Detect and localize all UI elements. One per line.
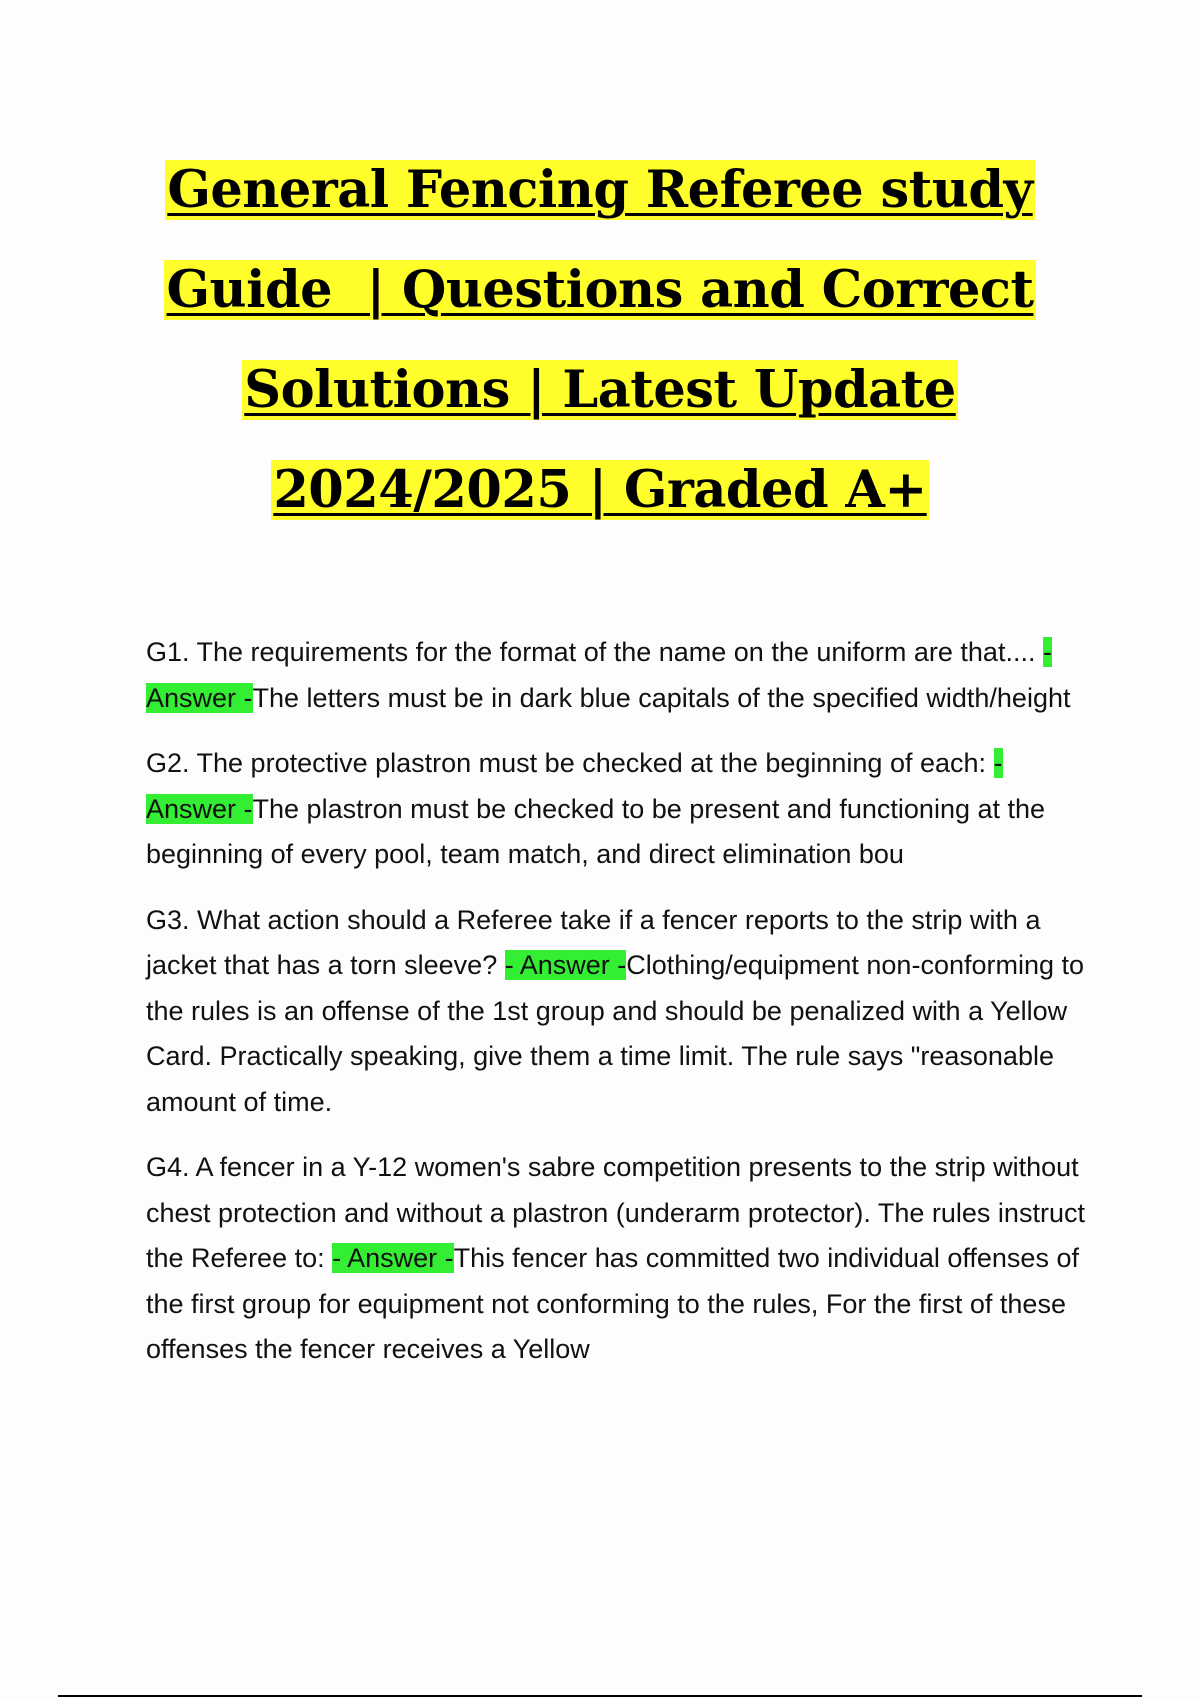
document-title <box>0 140 1200 540</box>
answer-text: The plastron must be checked to be present and functioning at the beginning of every pool, team match, and direct elimination bou <box>146 793 1046 869</box>
qa-item-g4 <box>146 1145 1086 1373</box>
question-text: G4. A fencer in a Y-12 women's sabre competition presents to the strip without chest protection and without a plastron (underarm protector). The rules instruct the Referee to: <box>146 1152 1085 1273</box>
title-line <box>0 340 1200 440</box>
title-line <box>0 240 1200 340</box>
question-text: G1. The requirements for the format of the name on the uniform are that.... <box>146 637 1043 667</box>
answer-marker: - Answer - <box>504 950 627 980</box>
qa-list <box>146 630 1086 1393</box>
title-line <box>0 140 1200 240</box>
qa-item-g3 <box>146 898 1086 1126</box>
qa-item-g2 <box>146 741 1086 878</box>
title-line-text: Solutions | Latest Update <box>244 360 956 420</box>
answer-text: This fencer has committed two individual offenses of the first group for equipment not conforming to the rules, For the first of these offenses the fencer receives a Yellow <box>146 1243 1079 1364</box>
answer-marker: - Answer - <box>332 1243 454 1273</box>
answer-marker: - Answer - <box>146 637 1052 713</box>
bottom-divider <box>58 1695 1142 1697</box>
title-line-text: Guide | Questions and Correct <box>166 260 1034 320</box>
question-text: G3. What action should a Referee take if a fencer reports to the strip with a jacket that has a torn sleeve? <box>146 904 1041 980</box>
title-line <box>0 440 1200 540</box>
title-line-text: General Fencing Referee study <box>167 160 1033 220</box>
title-line-text: 2024/2025 | Graded A+ <box>273 460 927 520</box>
question-text: G2. The protective plastron must be checked at the beginning of each: <box>146 748 994 778</box>
qa-item-g1 <box>146 630 1086 721</box>
answer-text: The letters must be in dark blue capitals of the specified width/height <box>252 682 1071 713</box>
answer-text: Clothing/equipment non-conforming to the rules is an offense of the 1st group and should be penalized with a Yellow Card. Practically speaking, give them a time limit. The rule says "reasonable amount of time. <box>146 950 1085 1117</box>
answer-marker: - Answer - <box>146 748 1003 824</box>
